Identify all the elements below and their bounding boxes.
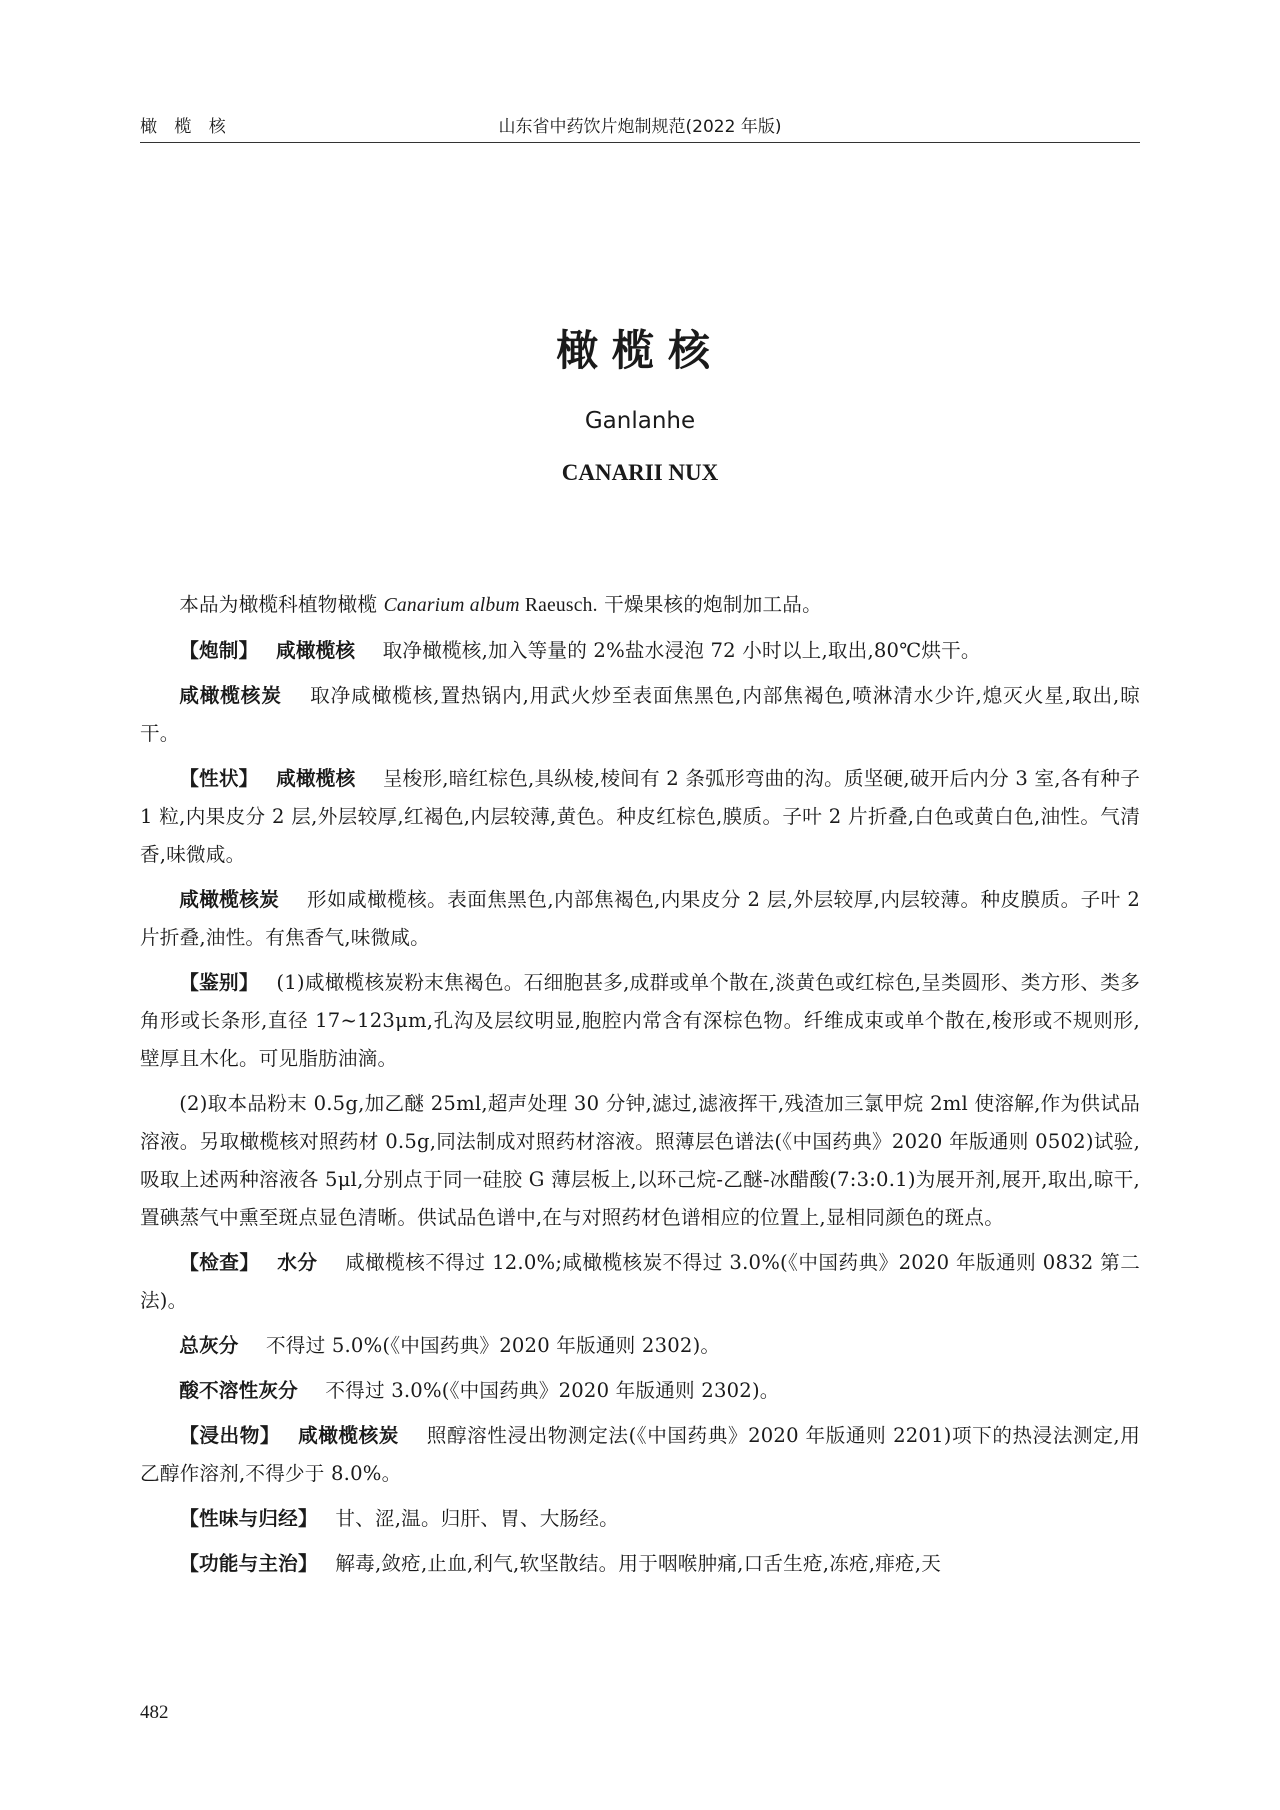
inspection-acid-ash-text: 不得过 3.0%(《中国药典》2020 年版通则 2302)。 xyxy=(325,1379,780,1402)
section-label-extract: 【浸出物】 xyxy=(179,1424,281,1447)
identification-text-2: (2)取本品粉末 0.5g,加乙醚 25ml,超声处理 30 分钟,滤过,滤液挥干,残渣加三氯甲烷 2ml 使溶解,作为供试品溶液。另取橄榄核对照药材 0.5g,同法制成对照药材溶液。照薄层色谱法(《中国药典》2020 年版通则 0502)试验,吸取上述两种溶液各 5μl,分别点于同一硅胶 G 薄层板上,以环己烷-乙醚-冰醋酸(7:3:0.1)为展开剂,展开,取出,晾干,置碘蒸气中熏至斑点显色清晰。供试品色谱中,在与对照药材色谱相应的位置上,显相同颜色的斑点。 xyxy=(140,1092,1140,1229)
processing-item1-name: 咸橄榄核 xyxy=(276,639,356,662)
description-item1-name: 咸橄榄核 xyxy=(276,767,356,790)
intro-text-end: 干燥果核的炮制加工品。 xyxy=(597,593,822,616)
identification-paragraph-2 xyxy=(140,1085,1140,1237)
section-label-function: 【功能与主治】 xyxy=(179,1552,318,1575)
description-paragraph xyxy=(140,760,1140,874)
section-label-description: 【性状】 xyxy=(179,767,259,790)
section-label-nature: 【性味与归经】 xyxy=(179,1507,318,1530)
section-label-inspection: 【检查】 xyxy=(179,1251,260,1274)
extract-paragraph xyxy=(140,1417,1140,1493)
description-item1-text: 呈梭形,暗红棕色,具纵棱,棱间有 2 条弧形弯曲的沟。质坚硬,破开后内分 3 室,各有种子 1 粒,内果皮分 2 层,外层较厚,红褐色,内层较薄,黄色。种皮红棕色,膜质。子叶 2 片折叠,白色或黄白色,油性。气清香,味微咸。 xyxy=(140,767,1140,866)
description-item2-text: 形如咸橄榄核。表面焦黑色,内部焦褐色,内果皮分 2 层,外层较厚,内层较薄。种皮膜质。子叶 2 片折叠,油性。有焦香气,味微咸。 xyxy=(140,888,1140,949)
inspection-paragraph xyxy=(140,1244,1140,1320)
processing-item2-text: 取净咸橄榄核,置热锅内,用武火炒至表面焦黑色,内部焦褐色,喷淋清水少许,熄灭火星,取出,晾干。 xyxy=(140,684,1140,745)
inspection-water-name: 水分 xyxy=(277,1251,318,1274)
identification-paragraph xyxy=(140,964,1140,1078)
nature-paragraph xyxy=(140,1500,1140,1538)
processing-paragraph xyxy=(140,632,1140,670)
latin-name: CANARII NUX xyxy=(561,460,719,485)
inspection-acid-ash-name: 酸不溶性灰分 xyxy=(179,1379,298,1402)
pinyin-name: Ganlanhe xyxy=(584,408,696,434)
inspection-ash-paragraph xyxy=(140,1327,1140,1365)
monograph-body xyxy=(140,586,1140,1590)
title-block xyxy=(0,318,1280,486)
section-label-identification: 【鉴别】 xyxy=(179,971,259,994)
inspection-water-text: 咸橄榄核不得过 12.0%;咸橄榄核炭不得过 3.0%(《中国药典》2020 年版通则 0832 第二法)。 xyxy=(140,1251,1140,1312)
description-item2-name: 咸橄榄核炭 xyxy=(179,888,280,911)
book-title: 山东省中药饮片炮制规范(2022 年版) xyxy=(498,117,782,137)
intro-paragraph xyxy=(140,586,1140,625)
page-title: 橄榄核 xyxy=(555,326,724,375)
processing-item2-name: 咸橄榄核炭 xyxy=(179,684,282,707)
species-author: Raeusch. xyxy=(519,595,598,616)
processing-item1-text: 取净橄榄核,加入等量的 2%盐水浸泡 72 小时以上,取出,80℃烘干。 xyxy=(382,639,981,662)
identification-text-1: (1)咸橄榄核炭粉末焦褐色。石细胞甚多,成群或单个散在,淡黄色或红棕色,呈类圆形、类方形、类多角形或长条形,直径 17~123μm,孔沟及层纹明显,胞腔内常含有深棕色物。纤维成束或单个散在,梭形或不规则形,壁厚且木化。可见脂肪油滴。 xyxy=(140,971,1140,1070)
extract-text: 照醇溶性浸出物测定法(《中国药典》2020 年版通则 2201)项下的热浸法测定,用乙醇作溶剂,不得少于 8.0%。 xyxy=(140,1424,1140,1485)
section-label-processing: 【炮制】 xyxy=(179,639,259,662)
running-header xyxy=(140,112,1140,143)
species-name: Canarium album xyxy=(383,595,520,616)
function-paragraph xyxy=(140,1545,1140,1583)
description-paragraph-2 xyxy=(140,881,1140,957)
nature-text: 甘、涩,温。归肝、胃、大肠经。 xyxy=(335,1507,619,1530)
page-number: 482 xyxy=(140,1702,169,1723)
function-text: 解毒,敛疮,止血,利气,软坚散结。用于咽喉肿痛,口舌生疮,冻疮,痱疮,天 xyxy=(335,1552,942,1575)
inspection-ash-text: 不得过 5.0%(《中国药典》2020 年版通则 2302)。 xyxy=(266,1334,721,1357)
intro-text: 本品为橄榄科植物橄榄 xyxy=(179,593,384,616)
inspection-ash-name: 总灰分 xyxy=(179,1334,239,1357)
running-title: 橄 榄 核 xyxy=(140,117,232,137)
processing-paragraph-2 xyxy=(140,677,1140,753)
inspection-acid-ash-paragraph xyxy=(140,1372,1140,1410)
extract-item-name: 咸橄榄核炭 xyxy=(297,1424,399,1447)
